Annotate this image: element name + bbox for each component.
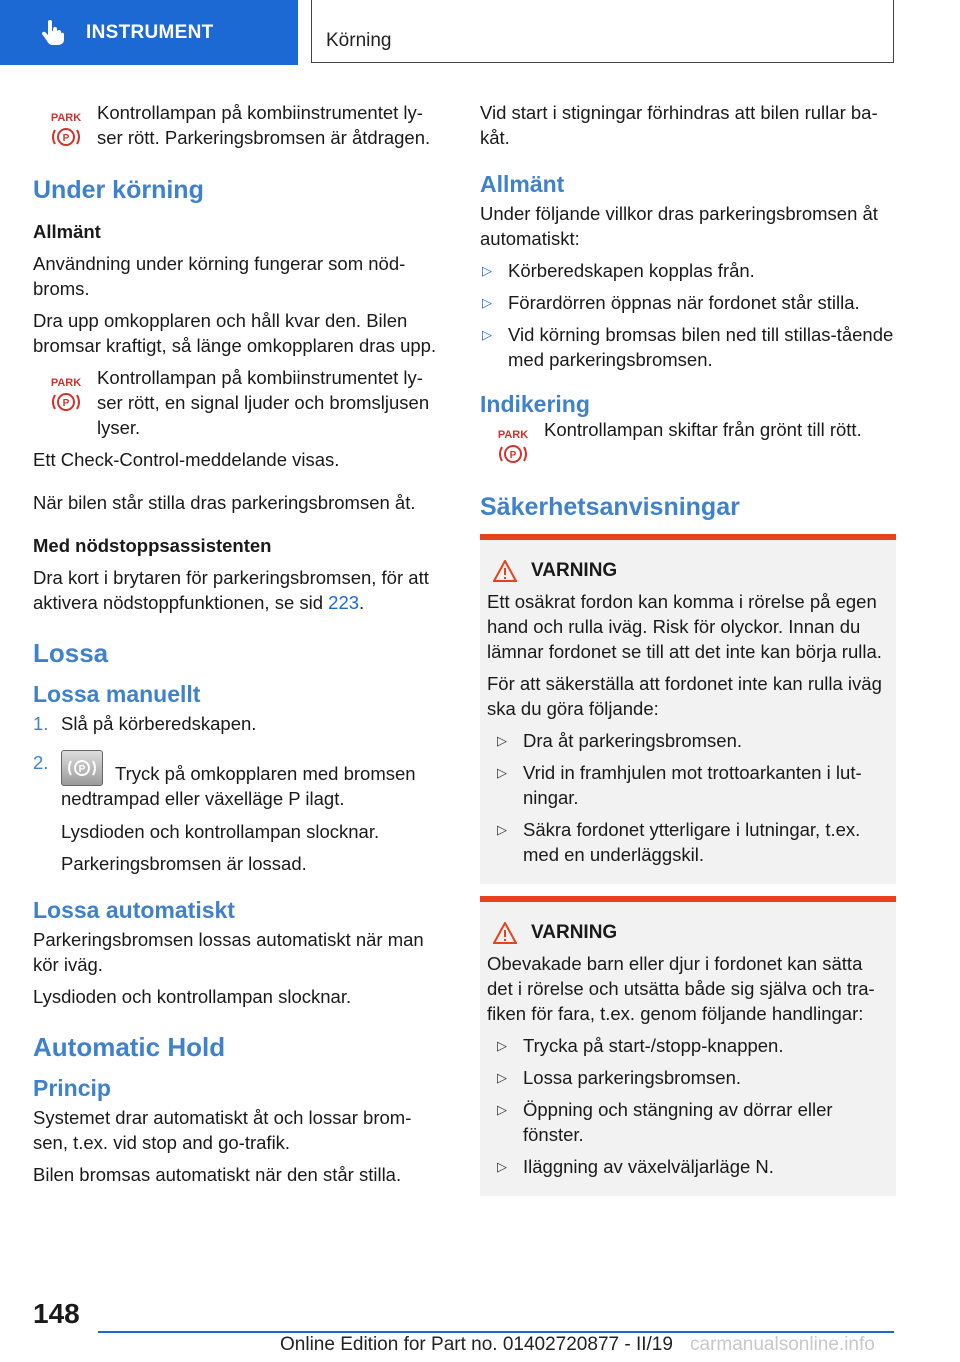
warning-triangle-icon <box>493 560 517 582</box>
list-item: ▷ Iläggning av växelväljarläge N. <box>487 1154 888 1179</box>
list-item: ▷ Dra åt parkeringsbromsen. <box>487 728 888 753</box>
paragraph: Ett osäkrat fordon kan komma i rörelse på egen hand och rulla iväg. Risk för olyckor. Innan du lämnar fordonet se till att det inte kan börja rulla. <box>487 591 882 662</box>
park-brake-icon <box>46 110 86 150</box>
warning-title <box>487 558 888 583</box>
heading-princip: Princip <box>33 1075 111 1101</box>
chapter-box <box>311 0 894 63</box>
page-reference-link[interactable]: 223 <box>328 592 360 613</box>
step-result: Parkeringsbromsen är lossad. <box>61 853 307 874</box>
park-indicator-note-3 <box>480 417 896 467</box>
list-item: ▷ Körberedskapen kopplas från. <box>480 258 896 283</box>
release-steps <box>33 711 443 876</box>
list-item <box>33 750 443 876</box>
warning-list <box>487 728 888 867</box>
paragraph: Dra kort i brytaren för parkeringsbromsen, för att aktivera nödstoppfunktionen, se sid 223. <box>33 567 429 613</box>
parking-brake-switch-icon <box>61 750 103 786</box>
warning-box-1 <box>480 534 896 884</box>
list-item: ▷ Vid körning bromsas bilen ned till stillas-tående med parkeringsbromsen. <box>480 322 896 372</box>
list-item: ▷ Säkra fordonet ytterligare i lutningar, t.ex. med en underläggskil. <box>487 817 888 867</box>
step-number: 1. <box>33 713 49 734</box>
park-brake-icon <box>46 375 86 415</box>
svg-text:PARK: PARK <box>50 377 82 389</box>
paragraph: Systemet drar automatiskt åt och lossar brom-sen, t.ex. vid stop and go-trafik. <box>33 1107 412 1153</box>
warning-label: VARNING <box>531 922 618 943</box>
warning-label: VARNING <box>531 560 618 581</box>
heading-automatic-hold: Automatic Hold <box>33 1032 226 1062</box>
heading-allmant-right: Allmänt <box>480 171 565 197</box>
list-item: ▷ Öppning och stängning av dörrar eller fönster. <box>487 1097 888 1147</box>
step-text: Slå på körberedskapen. <box>61 713 257 734</box>
section-tab <box>0 0 298 65</box>
park-indicator-note-1 <box>33 100 443 150</box>
paragraph: Lysdioden och kontrollampan slocknar. <box>33 986 352 1007</box>
svg-text:P: P <box>62 398 70 409</box>
heading-indikering: Indikering <box>480 391 590 417</box>
heading-lossa: Lossa <box>33 638 109 668</box>
paragraph: Användning under körning fungerar som nöd-broms. <box>33 253 406 299</box>
right-column <box>480 100 896 1196</box>
paragraph: Under följande villkor dras parkeringsbromsen åt automatiskt: <box>480 203 878 249</box>
paragraph: Dra upp omkopplaren och håll kvar den. Bilen bromsar kraftigt, så länge omkopplaren dras upp. <box>33 310 437 356</box>
list-item <box>33 711 443 736</box>
park-note-text: Kontrollampan på kombiinstrumentet ly-ser rött, en signal ljuder och bromsljusen lyser. <box>97 367 430 438</box>
heading-lossa-automatiskt: Lossa automatiskt <box>33 897 235 923</box>
warning-title <box>487 920 888 945</box>
warning-box-2 <box>480 896 896 1196</box>
paragraph-text: Dra kort i brytaren för parkeringsbromsen, för att aktivera nödstoppfunktionen, se sid <box>33 567 429 613</box>
paragraph: Bilen bromsas automatiskt när den står stilla. <box>33 1164 402 1185</box>
park-indicator-note-2 <box>33 365 443 440</box>
section-title: INSTRUMENT <box>86 21 214 43</box>
heading-sakerhet: Säkerhetsanvisningar <box>480 493 740 521</box>
warning-triangle-icon <box>493 922 517 944</box>
paragraph: Ett Check-Control-meddelande visas. <box>33 449 340 470</box>
svg-text:PARK: PARK <box>497 429 529 441</box>
heading-lossa-manuellt: Lossa manuellt <box>33 681 201 707</box>
edition-text: Online Edition for Part no. 01402720877 - II/19 <box>280 1334 673 1355</box>
park-note-text: Kontrollampan på kombiinstrumentet ly-ser rött. Parkeringsbromsen är åtdragen. <box>97 102 431 148</box>
paragraph: Vid start i stigningar förhindras att bilen rullar ba-kåt. <box>480 102 878 148</box>
svg-text:P: P <box>509 450 517 461</box>
paragraph: För att säkerställa att fordonet inte kan rulla iväg ska du göra följande: <box>487 673 882 719</box>
page-number: 148 <box>33 1298 80 1329</box>
step-number: 2. <box>33 752 49 773</box>
heading-nodstopp: Med nödstoppsassistenten <box>33 535 272 556</box>
park-brake-icon <box>493 427 533 467</box>
step-result: Lysdioden och kontrollampan slocknar. <box>61 821 380 842</box>
paragraph: Parkeringsbromsen lossas automatiskt när man kör iväg. <box>33 929 424 975</box>
svg-text:P: P <box>62 133 70 144</box>
footer-divider <box>98 1331 894 1333</box>
paragraph: Obevakade barn eller djur i fordonet kan sätta det i rörelse och utsätta både sig själva och tra-fiken för fara, t.ex. genom följande handlingar: <box>487 953 875 1024</box>
hand-pointer-icon <box>40 20 66 46</box>
watermark: carmanualsonline.info <box>690 1334 875 1355</box>
list-item: ▷ Förardörren öppnas när fordonet står stilla. <box>480 290 896 315</box>
left-column <box>33 100 443 1194</box>
svg-text:PARK: PARK <box>50 112 82 124</box>
svg-text:P: P <box>78 764 86 775</box>
step-text: Tryck på omkopplaren med bromsen nedtrampad eller växelläge P ilagt. <box>61 763 416 809</box>
chapter-title: Körning <box>326 30 392 51</box>
warning-list <box>487 1033 888 1179</box>
heading-under-korning: Under körning <box>33 176 204 204</box>
heading-allmant: Allmänt <box>33 221 101 242</box>
list-item: ▷ Lossa parkeringsbromsen. <box>487 1065 888 1090</box>
paragraph: När bilen står stilla dras parkeringsbromsen åt. <box>33 492 416 513</box>
list-item: ▷ Vrid in framhjulen mot trottoarkanten i lut-ningar. <box>487 760 888 810</box>
list-item: ▷ Trycka på start-/stopp-knappen. <box>487 1033 888 1058</box>
park-note-text: Kontrollampan skiftar från grönt till rött. <box>544 419 862 440</box>
auto-apply-list <box>480 258 896 372</box>
